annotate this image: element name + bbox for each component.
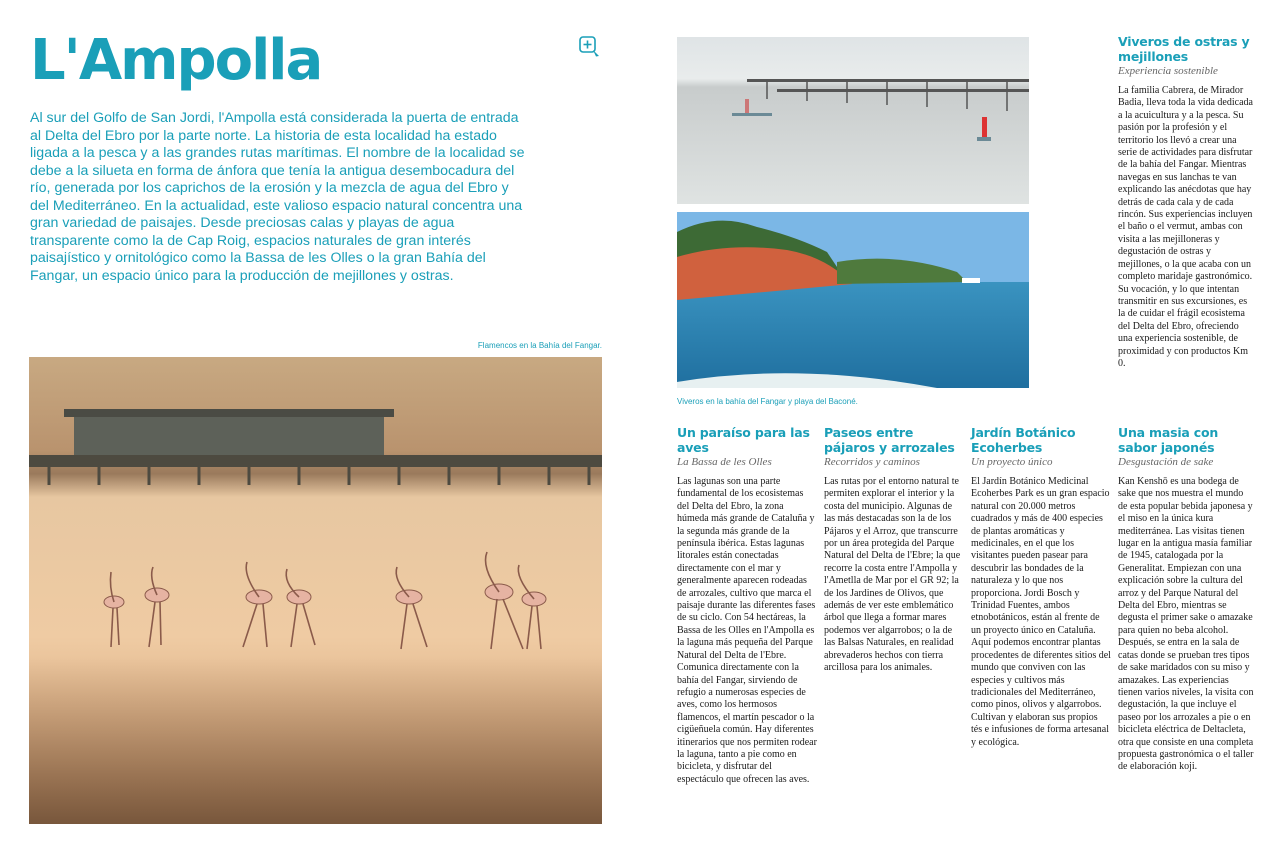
- zoom-in-icon[interactable]: [578, 35, 602, 59]
- right-page: [640, 0, 1280, 853]
- article-title: Jardín Botánico Ecoherbes: [971, 425, 1076, 455]
- intro-paragraph: Al sur del Golfo de San Jordi, l'Ampolla está considerada la puerta de entrada al Delta del Ebro por la parte norte. La historia de esta localidad ha estado ligada a la pesca y a las grandes rutas marítimas. El nombre de la localidad se debe a la silueta en forma de ánfora que tenía la antigua desembocadura del río, generada por los caprichos de la erosión y la mezcla de agua del Ebro y del Mediterráneo. En la actualidad, este valioso espacio natural concentra una gran variedad de paisajes. Desde preciosas calas y playas de agua transparente como la de Cap Roig, espacios naturales de gran interés paisajístico y ornitológico como la Bassa de les Olles o la gran Bahía del Fangar, un espacio único para la producción de mejillones y ostras.: [30, 110, 525, 284]
- article-paraiso: [677, 426, 817, 786]
- right-photos-caption: Viveros en la bahía del Fangar y playa del Baconé.: [677, 397, 858, 406]
- page-title: L'Ampolla: [30, 28, 322, 93]
- article-title: Un paraíso para las aves: [677, 425, 810, 455]
- article-body: El Jardín Botánico Medicinal Ecoherbes Park es un gran espacio natural con 20.000 metros cuadrados y más de 400 especies de plantas aromáticas y medicinales, en el que los visitantes pueden pasear para descubrir las bondades de la naturaleza y lo que nos proporciona. Jordi Bosch y Trinidad Fuentes, ambos etnobotánicos, están al frente de un proyecto único en Cataluña. Aquí podemos encontrar plantas procedentes de diferentes sitios del mundo que conviven con las especies y cultivos más tradicionales del Mediterráneo, como pinos, olivos y algarrobos. Cultivan y elaboran sus propios tés e infusiones de forma artesanal y ecológica.: [971, 476, 1111, 748]
- article-title: Viveros de ostras y mejillones: [1118, 34, 1250, 64]
- flamingo-photo-caption: Flamencos en la Bahía del Fangar.: [477, 341, 602, 350]
- article-subtitle: La Bassa de les Olles: [677, 456, 772, 468]
- article-body: La familia Cabrera, de Mirador Badia, lleva toda la vida dedicada a la acuicultura y a la pesca. Su pasión por la profesión y el territorio los llevó a crear una serie de actividades para disfrutar de la bahía del Fangar. Mientras navegas en sus lanchas te van explicando las anécdotas que hay detrás de cada cala y de cada rincón. Sus experiencias incluyen el baño o el vermut, ambas con visita a las mejilloneras y degustación de ostras y mejillones, o la que acaba con un completo maridaje gastronómico. Su vocación, y lo que intentan transmitir en sus excursiones, es la de cuidar el frágil ecosistema del Delta del Ebro, ofreciendo una experiencia sostenible, de proximidad y con productos Km 0.: [1118, 85, 1253, 369]
- article-subtitle: Experiencia sostenible: [1118, 65, 1218, 77]
- article-subtitle: Un proyecto único: [971, 456, 1053, 468]
- oyster-farm-photo: [677, 37, 1029, 204]
- article-paseos: [824, 426, 964, 675]
- article-body: Kan Kenshō es una bodega de sake que nos muestra el mundo de esta popular bebida japonesa y el miso en la única kura mediterránea. Las visitas tienen lugar en la antigua masía familiar de 1945, catalogada por la Generalitat. Empiezan con una explicación sobre la cultura del arroz y del Parque Natural del Delta del Ebro, mientras se degusta el primer sake o amazake para quien no beba alcohol. Después, se entra en la sala de catas donde se prueban tres tipos de sake maridados con su miso y amazakes. Las experiencias tienen varios niveles, la visita con degustación, la que incluye el paseo por los arrozales a pie o en bicicleta eléctrica de Deltacleta, otra que consiste en una completa propuesta gastronómica o el taller de elaboración koji.: [1118, 476, 1254, 773]
- article-title: Una masia con sabor japonés: [1118, 425, 1219, 455]
- article-masia: [1118, 426, 1254, 774]
- beach-photo: [677, 212, 1029, 388]
- flamingo-photo: [29, 357, 602, 824]
- article-title: Paseos entre pájaros y arrozales: [824, 425, 955, 455]
- article-jardin: [971, 426, 1111, 749]
- article-viveros: [1118, 35, 1254, 370]
- article-body: Las rutas por el entorno natural te permiten explorar el interior y la costa del municipio. Algunas de las más destacadas son la de los Pájaros y el Arroz, que transcurre por un área protegida del Parque Natural del Delta de l'Ebre; la que recorre la costa entre l'Ampolla y l'Ametlla de Mar por el GR 92; la de los Jardines de Olivos, que además de ver este emblemático árbol que llega a formar mares podemos ver algarrobos; o la de las Balsas Naturales, en realidad abrevaderos hechos con tierra arcillosa para los animales.: [824, 476, 961, 674]
- article-subtitle: Recorridos y caminos: [824, 456, 920, 468]
- article-subtitle: Desgustación de sake: [1118, 456, 1214, 468]
- article-body: Las lagunas son una parte fundamental de los ecosistemas del Delta del Ebro, la zona húmeda más grande de Cataluña y la segunda más grande de la península ibérica. Estas lagunas litorales están conectadas directamente con el mar y generalmente aparecen rodeadas de arrozales, cultivo que marca el paisaje durante las diferentes fases de su ciclo. Con 54 hectáreas, la Bassa de les Olles en l'Ampolla es la laguna más pequeña del Parque Natural del Delta de l'Ebre. Comunica directamente con la bahía del Fangar, sirviendo de refugio a numerosas especies de aves, como los hermosos flamencos, el martín pescador o la cigüeñuela común. Hay diferentes itinerarios que nos permiten rodear la laguna, tanto a pie como en bicicleta, y disfrutar del espectáculo que ofrecen las aves.: [677, 476, 817, 785]
